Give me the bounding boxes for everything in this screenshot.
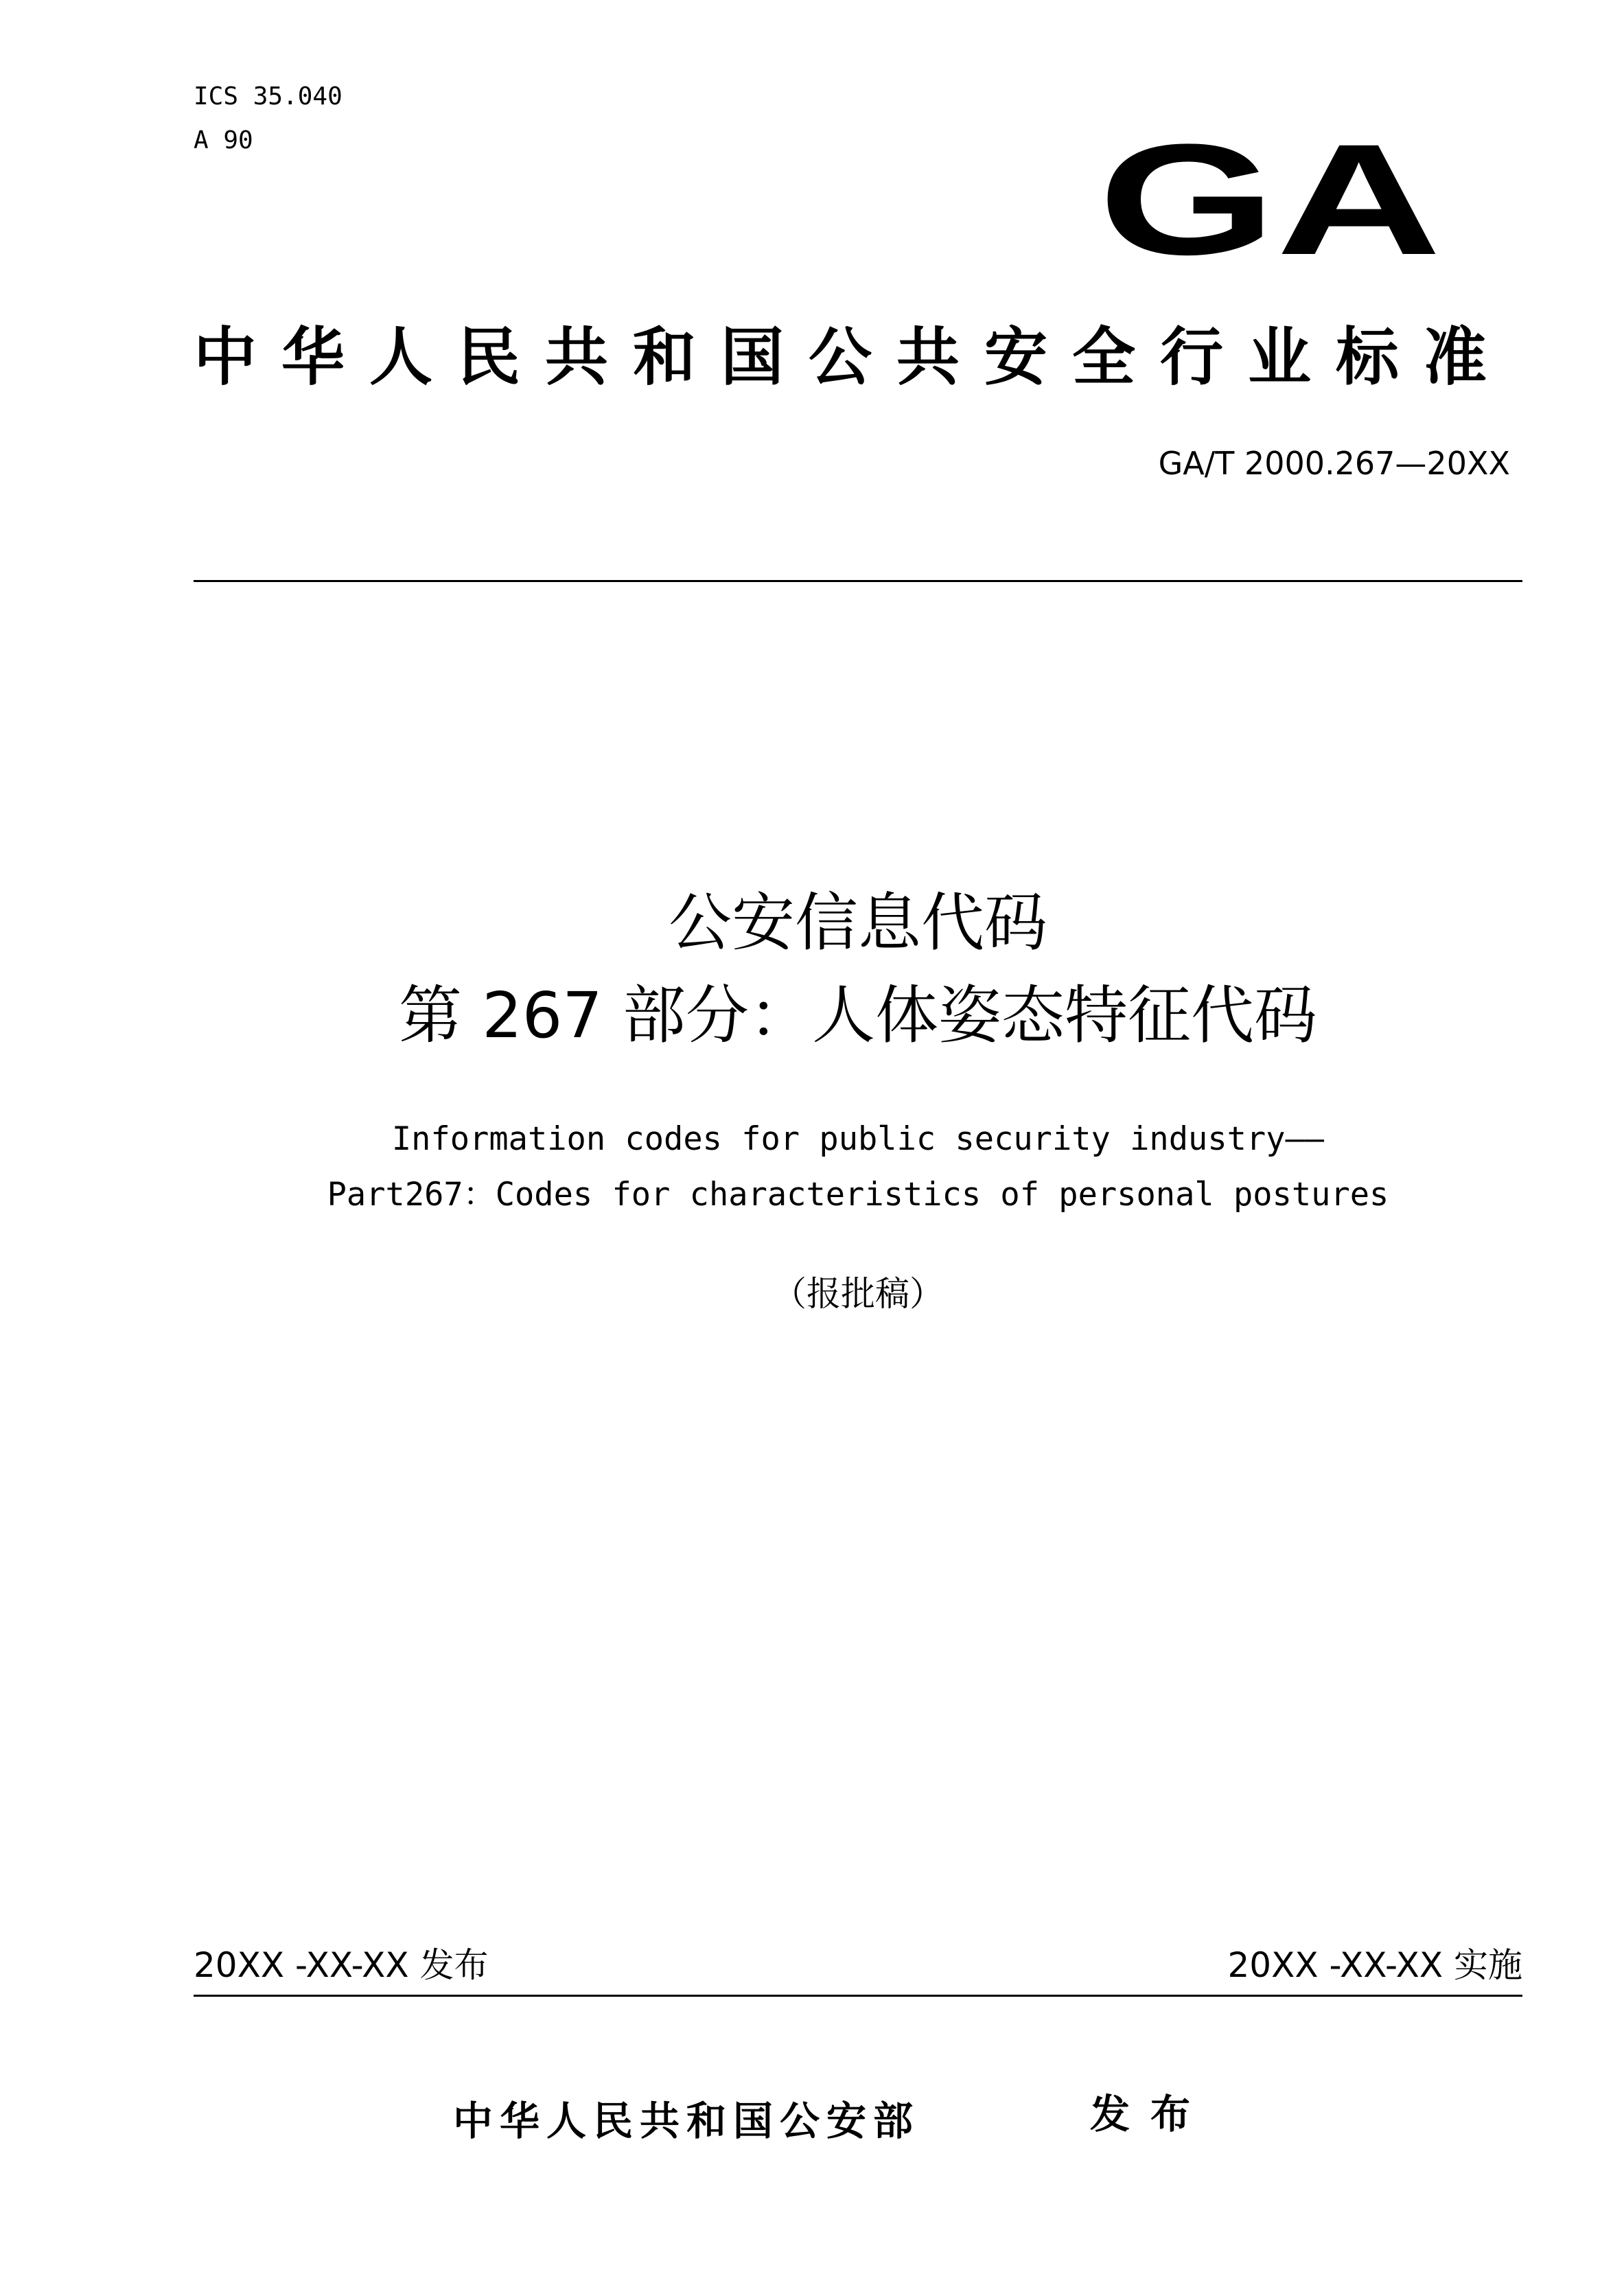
document-title-en-line2: Part267：Codes for characteristics of personal postures — [327, 1176, 1389, 1214]
document-title-en-line1: Information codes for public security industry—— — [391, 1120, 1325, 1158]
standard-code: GA/T 2000.267—20XX — [1158, 445, 1510, 482]
standard-title: 中华人民共和国公共安全行业标准 — [194, 320, 1512, 394]
document-title-cn-line1: 公安信息代码 — [668, 886, 1047, 960]
issuing-authority: 中华人民共和国公安部 — [453, 2098, 920, 2144]
header-divider — [194, 580, 1522, 582]
document-title-cn-line2: 第 267 部分：人体姿态特征代码 — [398, 979, 1318, 1052]
issue-label: 发布 — [1090, 2091, 1211, 2137]
draft-status: （报批稿） — [772, 1274, 944, 1314]
footer-divider — [194, 1995, 1522, 1997]
ics-code: ICS 35.040 — [194, 82, 343, 111]
release-date: 20XX -XX-XX 发布 — [194, 1945, 489, 1985]
ga-logo — [1091, 137, 1448, 268]
implementation-date: 20XX -XX-XX 实施 — [1227, 1945, 1522, 1985]
classification-code: A 90 — [194, 126, 253, 154]
ga-logo-text: GA — [1098, 137, 1441, 268]
